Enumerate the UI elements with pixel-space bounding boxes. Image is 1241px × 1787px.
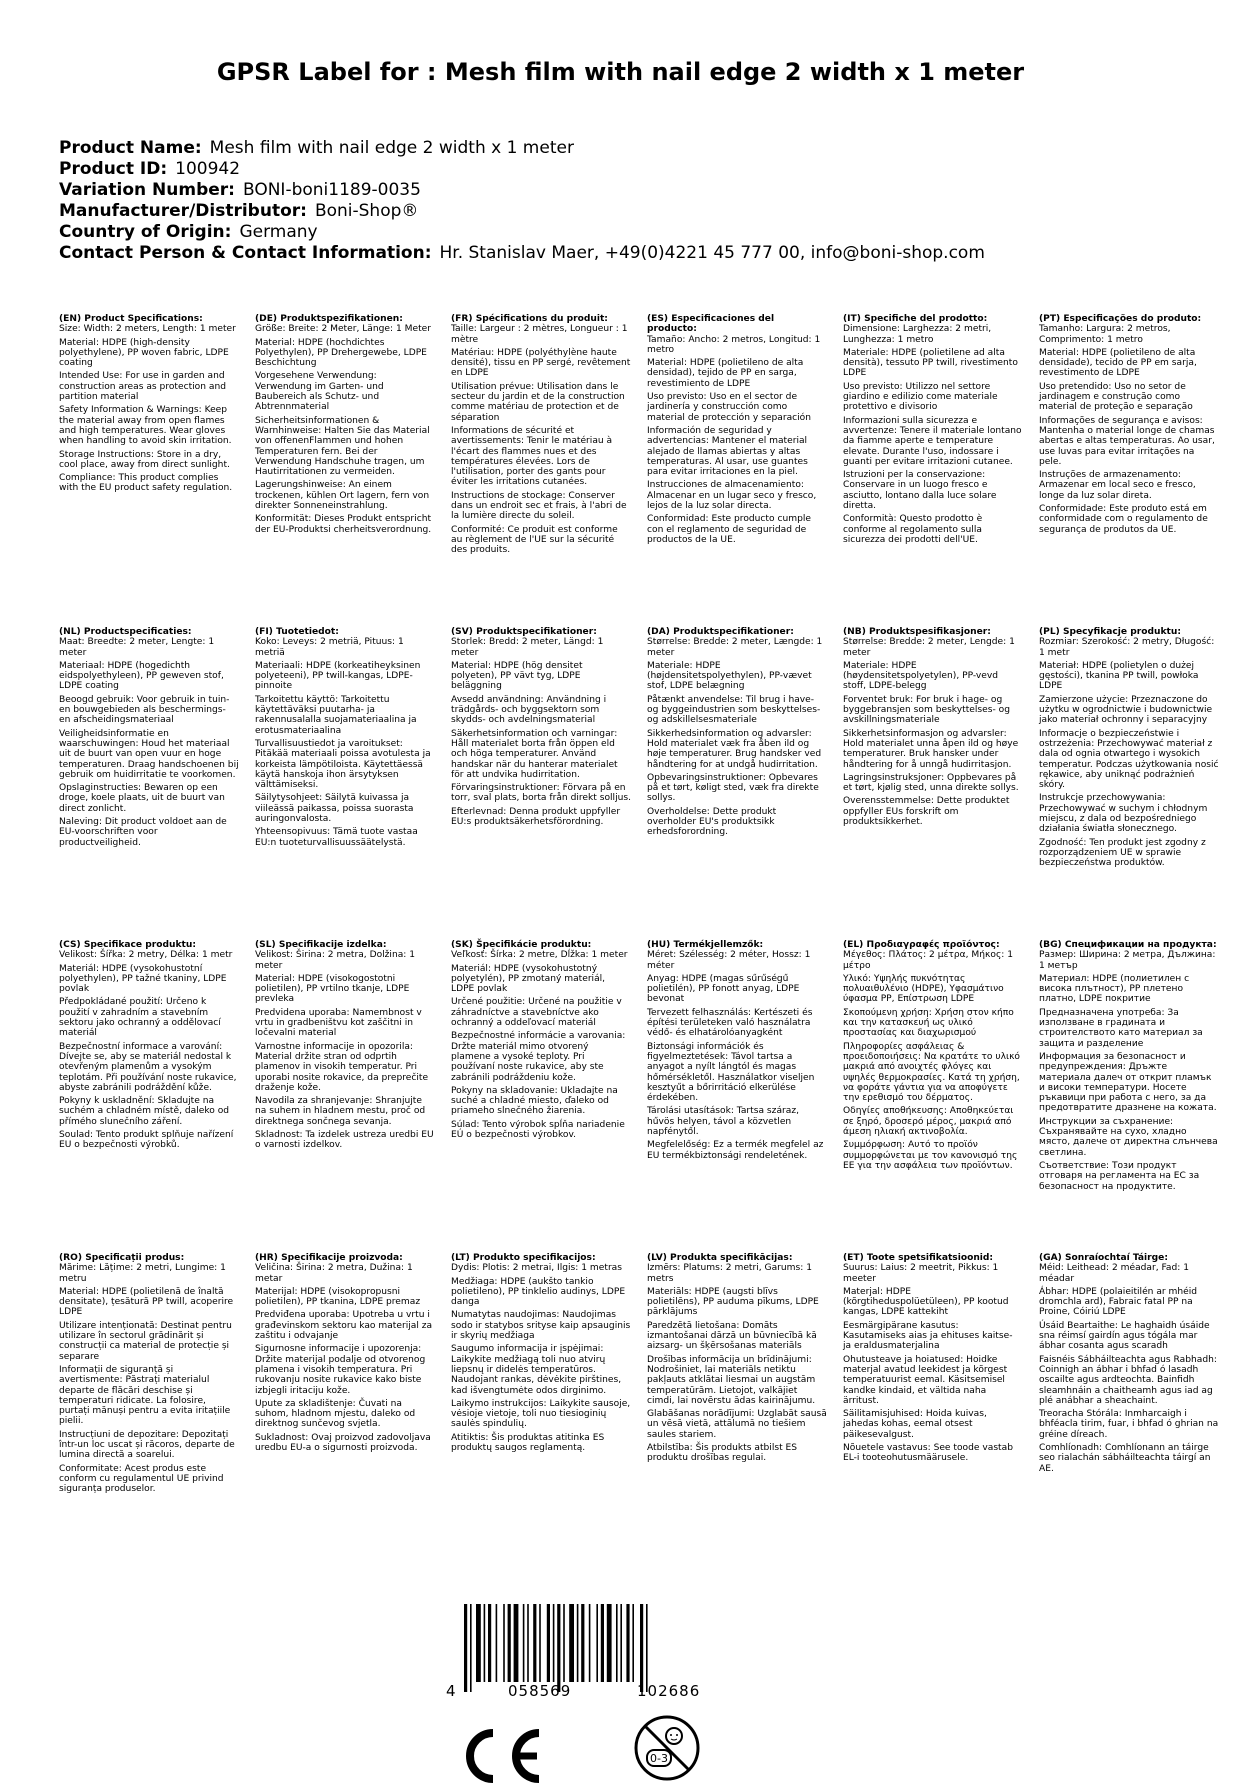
spec-size: Dimensione: Larghezza: 2 metri, Lunghezza: 1 metro [843,324,992,345]
spec-storage: Navodila za shranjevanje: Shranjujte na suhem in hladnem mestu, proč od direktnega sončnega sevanja. [255,1096,426,1127]
info-value: Germany [239,222,318,242]
info-value: Mesh film with nail edge 2 width x 1 meter [209,138,574,158]
spec-material: Materiál: HDPE (vysokohustotní polyethylen), PP tažné tkaniny, LDPE povlak [59,963,227,995]
spec-safety: Ohutusteave ja hoiatused: Hoidke materjal avatud leekidest ja kõrgest temperatuurist eemal. Käsitsemisel kandke kindaid, et vältida naha ärritust. [843,1354,1008,1406]
spec-compliance: Sukladnost: Ovaj proizvod zadovoljava uredbu EU-a o sigurnosti proizvoda. [255,1432,431,1454]
barcode-bar [533,1604,536,1682]
barcode-bar [527,1604,529,1682]
info-row [59,222,1189,243]
info-row [59,180,1189,201]
info-label: Product ID: [59,159,168,179]
info-value: Hr. Stanislav Maer, +49(0)4221 45 777 00, info@boni-shop.com [439,243,985,263]
barcode-bar [508,1604,511,1682]
spec-column [451,940,631,1143]
spec-storage: Storage Instructions: Store in a dry, cool place, away from direct sunlight. [59,449,230,470]
spec-size: Dydis: Plotis: 2 metrai, Ilgis: 1 metras [451,1263,622,1274]
spec-storage: Pokyny k uskladnění: Skladujte na suchém a chladném místě, daleko od přímého slunečního záření. [59,1096,230,1127]
spec-storage: Opbevaringsinstruktioner: Opbevares på et tørt, køligt sted, væk fra direkte sollys. [647,772,819,804]
spec-compliance: Megfelelőség: Ez a termék megfelel az EU termékbiztonsági rendeletének. [647,1140,824,1161]
barcode-bar [569,1604,574,1682]
info-row [59,201,1189,222]
spec-material: Materiale: HDPE (højdensitetspolyethylen), PP-vævet stof, LDPE belægning [647,660,812,692]
spec-heading: (HR) Specifikacije proizvoda: [255,1253,403,1263]
info-label: Product Name: [59,138,202,158]
spec-use: Paredzētā lietošana: Domāts izmantošanai dārzā un būvniecībā kā aizsarg- un šķērsošanas materiāls [647,1320,817,1352]
spec-column [843,314,1023,548]
spec-use: Avsedd användning: Användning i trädgårds- och byggsektorn som skydds- och avdelningsmaterial [451,694,607,726]
spec-safety: Πληροφορίες ασφάλειας & προειδοποιήσεις: Να κρατάτε το υλικό μακριά από ανοιχτές φλόγες και υψηλές θερμοκρασίες. Κατά τη χρήση, να φοράτε γάντια για να αποφύγετε την ερεθισμό του δέρματος. [843,1041,1020,1104]
barcode-bar [607,1604,612,1682]
spec-column [647,1253,827,1467]
spec-material: Matériau: HDPE (polyéthylène haute densité), tissu en PP sergé, revêtement en LDPE [451,347,631,379]
spec-use: Påtænkt anvendelse: Til brug i have- og byggeindustrien som beskyttelses- og adskillelsesmateriale [647,694,821,726]
barcode-bar [581,1604,584,1682]
spec-storage: Upute za skladištenje: Čuvati na suhom, hladnom mjestu, daleko od direktnog sunčevog svjetla. [255,1398,416,1430]
info-row [59,159,1189,180]
spec-compliance: Συμμόρφωση: Αυτό το προϊόν συμμορφώνεται με τον κανονισμό της ΕΕ για την ασφάλεια των προϊόντων. [843,1140,1018,1171]
spec-size: Taille: Largeur : 2 mètres, Longueur : 1 mètre [451,324,628,345]
spec-material: Material: HDPE (hochdichtes Polyethylen), PP Drehergewebe, LDPE Beschichtung [255,337,427,369]
spec-heading: (IT) Specifiche del prodotto: [843,314,988,324]
spec-size: Size: Width: 2 meters, Length: 1 meter [59,324,236,335]
spec-size: Tamanho: Largura: 2 metros, Comprimento: 1 metro [1039,324,1171,345]
spec-heading: (EN) Product Specifications: [59,314,203,324]
spec-column [451,1253,631,1456]
spec-safety: Informazioni sulla sicurezza e avvertenze: Tenere il materiale lontano da fiamme aperte e temperature elevate. Durante l'uso, indossare i guanti per evitare irritazioni cutanee. [843,415,1022,467]
spec-size: Velikost: Širina: 2 metra, Dolžina: 1 meter [255,950,416,971]
barcode-bar [547,1604,550,1682]
spec-column [255,627,435,851]
spec-storage: Instrukcje przechowywania: Przechowywać w suchym i chłodnym miejscu, z dala od bezpośredniego działania światła słonecznego. [1039,793,1208,835]
spec-heading: (SL) Specifikacije izdelka: [255,940,387,950]
spec-column [59,940,239,1154]
barcode-bar [514,1604,519,1682]
spec-size: Méret: Szélesség: 2 méter, Hossz: 1 méter [647,950,811,971]
barcode-bar [557,1604,560,1692]
spec-size: Veličina: Širina: 2 metra, Dužina: 1 metar [255,1263,413,1284]
spec-storage: Treoracha Stórála: Inmharcaigh i bhféacla tirim, fuar, i bhfad ó ghrian na gréine díreach. [1039,1409,1219,1440]
spec-material: Medžiaga: HDPE (aukšto tankio polietileno), PP tinklelio audinys, LDPE danga [451,1276,626,1308]
spec-heading: (EL) Προδιαγραφές προϊόντος: [843,940,1000,950]
spec-compliance: Efterlevnad: Denna produkt uppfyller EU:s produktsäkerhetsförordning. [451,806,621,828]
spec-column [843,627,1023,830]
spec-compliance: Nõuetele vastavus: See toode vastab EL-i tooteohutusmäärusele. [843,1443,1013,1464]
spec-heading: (LV) Produkta specifikācijas: [647,1253,793,1263]
spec-safety: Safety Information & Warnings: Keep the material away from open flames and high temperatures. Wear gloves when handling to avoid skin irritation. [59,405,232,447]
spec-compliance: Overholdelse: Dette produkt overholder EU's produktsikk erhedsforordning. [647,806,777,838]
info-label: Manufacturer/Distributor: [59,201,307,221]
spec-compliance: Съответствие: Този продукт отговаря на регламента на ЕС за безопасност на продуктите. [1039,1160,1200,1192]
spec-storage: Инструкции за съхранение: Съхранявайте на сухо, хладно място, далече от директна слънчева светлина. [1039,1116,1218,1158]
spec-use: Предназначена употреба: За използване в градината и строителството като материал за защита и разделение [1039,1007,1203,1049]
spec-compliance: Comhlíonadh: Comhlíonann an táirge seo rialachán sábháilteachta táirgí an AE. [1039,1443,1211,1474]
spec-column [59,314,239,497]
barcode-bar [496,1604,498,1682]
spec-compliance: Zgodność: Ten produkt jest zgodny z rozporządzeniem UE w sprawie bezpieczeństwa produktów. [1039,837,1206,869]
spec-use: Vorgesehene Verwendung: Verwendung im Garten- und Baubereich als Schutz- und Abtrennmaterial [255,371,384,413]
spec-size: Velikost: Šířka: 2 metry, Délka: 1 metr [59,950,233,961]
spec-safety: Informacje o bezpieczeństwie i ostrzeżenia: Przechowywać materiał z dala od ognia otwartego i wysokich temperatur. Podczas użytkowania nosić rękawice, aby uniknąć podrażnień skóry. [1039,728,1219,791]
spec-safety: Информация за безопасност и предупреждения: Дръжте материала далеч от открит пламък и високи температури. Носете ръкавици при работа с него, за да предотвратите дразнене на кожата. [1039,1051,1217,1114]
age-warning-icon [632,1713,702,1783]
spec-storage: Lagringsinstruksjoner: Oppbevares på et tørt, kjølig sted, unna direkte sollys. [843,772,1019,794]
info-label: Variation Number: [59,180,235,200]
spec-column [255,314,435,538]
spec-safety: Drošības informācija un brīdinājumi: Nodrošiniet, lai materiāls netiktu pakļauts atklātai liesmai un augstām temperatūrām. Lietojot, valkājiet cimdi, lai novērstu ādas kairinājumu. [647,1354,816,1406]
barcode-bar [539,1604,541,1682]
barcode-bar [632,1604,634,1682]
spec-safety: Biztonsági információk és figyelmeztetések: Távol tartsa a anyagot a nyílt lángtól és magas hőmérsékletől. Használatkor viseljen kesztyűt a bőrirritáció elkerülése érdekében. [647,1041,815,1104]
spec-material: Material: HDPE (polietileno de alta densidade), tecido de PP em sarja, revestimento de LDPE [1039,347,1197,379]
barcode-bar [464,1604,467,1692]
spec-safety: Sicherheitsinformationen & Warnhinweise: Halten Sie das Material von offenenFlammen und hohen Temperaturen fern. Bei der Verwendung Handschuhe tragen, um Hautirritationen zu vermeiden. [255,415,430,478]
spec-material: Υλικό: Υψηλής πυκνότητας πολυαιθυλένιο (HDPE), Υφασμάτινο ύφασμα PP, Επίστρωση LDPE [843,973,1004,1005]
spec-safety: Informações de segurança e avisos: Mantenha o material longe de chamas abertas e altas temperaturas. Ao usar, use luvas para evitar irritações na pele. [1039,415,1215,467]
barcode-bar [484,1604,486,1682]
spec-heading: (NB) Produktspesifikasjoner: [843,627,991,637]
spec-use: Beoogd gebruik: Voor gebruik in tuin- en bouwgebieden als beschermings- en afscheidingsmateriaal [59,694,230,726]
spec-heading: (HU) Termékjellemzők: [647,940,764,950]
spec-safety: Varnostne informacije in opozorila: Material držite stran od odprtih plamenov in visokih temperatur. Pri uporabi nosite rokavice, da preprečite draženje kože. [255,1041,429,1093]
spec-safety: Bezpečnostné informácie a varovania: Držte materiál mimo otvorený plamene a vysoké teploty. Pri používaní noste rukavice, aby ste zabránili podráždeniu kože. [451,1031,626,1083]
spec-size: Izmērs: Platums: 2 metri, Garums: 1 metrs [647,1263,813,1284]
spec-storage: Förvaringsinstruktioner: Förvara på en torr, sval plats, borta från direkt solljus. [451,783,631,804]
spec-use: Tervezett felhasználás: Kertészeti és építési területeken való használatra védő- és elhatárolóanyagként [647,1007,813,1039]
spec-size: Størrelse: Bredde: 2 meter, Lengde: 1 meter [843,637,1015,658]
spec-compliance: Compliance: This product complies with the EU product safety regulation. [59,473,233,494]
spec-size: Storlek: Bredd: 2 meter, Längd: 1 meter [451,637,604,658]
spec-compliance: Conformitate: Acest produs este conform cu regulamentul UE privind siguranța produselor. [59,1463,224,1495]
spec-column [1039,627,1219,872]
spec-use: Určené použitie: Určené na použitie v záhradníctve a stavebníctve ako ochranný a oddeľovací materiál [451,997,622,1029]
spec-material: Materiale: HDPE (høydensitetspolyetylen), PP-vevd stoff, LDPE-belegg [843,660,999,692]
ce-mark-icon [455,1725,545,1787]
spec-row [59,627,1219,940]
spec-use: Tarkoitettu käyttö: Tarkoitettu käytettäväksi puutarha- ja rakennusalalla suojamateriaalina ja erotusmateriaalina [255,694,417,736]
spec-column [59,1253,239,1498]
spec-row [59,1253,1219,1566]
barcode-bar [476,1604,481,1682]
spec-compliance: Atbilstība: Šis produkts atbilst ES produktu drošības regulai. [647,1443,798,1464]
spec-use: Utilizare intenționată: Destinat pentru utilizare în sectorul grădinărit și construcții ca material de protecție și separare [59,1320,232,1362]
spec-material: Materiāls: HDPE (augsti blīvs polietilēns), PP auduma pīkums, LDPE pārklājums [647,1286,819,1318]
spec-material: Materiál: HDPE (vysokohustotný polyetylén), PP zmotaný materiál, LDPE povlak [451,963,606,995]
spec-size: Размер: Ширина: 2 метра, Дължина: 1 метър [1039,950,1216,971]
spec-heading: (ET) Toote spetsifikatsioonid: [843,1253,994,1263]
spec-material: Materiaali: HDPE (korkeatiheyksinen polyeteeni), PP twill-kangas, LDPE-pinnoite [255,660,421,692]
spec-storage: Pokyny na skladovanie: Ukladajte na suché a chladné miesto, ďaleko od priameho slnečného žiarenia. [451,1085,618,1117]
spec-storage: Instructions de stockage: Conserver dans un endroit sec et frais, à l'abri de la lumière directe du soleil. [451,490,627,522]
spec-material: Material: HDPE (polietilenă de înaltă densitate), țesătură PP twill, acoperire LDPE [59,1286,234,1318]
barcode-digits-right: 102686 [637,1682,701,1700]
spec-size: Μέγεθος: Πλάτος: 2 μέτρα, Μήκος: 1 μέτρο [843,950,1014,971]
spec-material: Material: HDPE (polietileno de alta densidad), tejido de PP en sarga, revestimiento de LDPE [647,358,804,389]
spec-safety: Bezpečnostní informace a varování: Dívejte se, aby se materiál nedostal k otevřeným plamenům a vysokým teplotám. Při používání noste rukavice, abyste zabránili podráždění kůže. [59,1041,237,1093]
spec-compliance: Overensstemmelse: Dette produktet oppfyller EUs forskrift om produktsikkerhet. [843,796,1010,828]
spec-size: Méid: Leithead: 2 méadar, Fad: 1 méadar [1039,1263,1189,1284]
spec-material: Материал: HDPE (полиетилен с висока плътност), PP плетено платно, LDPE покритие [1039,973,1190,1005]
spec-use: Zamierzone użycie: Przeznaczone do użytku w ogrodnictwie i budownictwie jako materiał ochronny i separacyjny [1039,694,1213,726]
spec-material: Anyag: HDPE (magas sűrűségű polietilén), PP fonott anyag, LDPE bevonat [647,973,800,1005]
spec-use: Forventet bruk: For bruk i hage- og byggebransjen som beskyttelses- og avskillningsmateriale [843,694,1010,726]
spec-column [1039,940,1219,1195]
spec-heading: (SK) Špecifikácie produktu: [451,940,592,950]
spec-column [451,627,631,830]
spec-heading: (FI) Tuotetiedot: [255,627,339,637]
spec-storage: Istruzioni per la conservazione: Conservare in un luogo fresco e asciutto, lontano dalla luce solare diretta. [843,470,997,512]
info-row [59,138,1189,159]
spec-use: Uso previsto: Utilizzo nel settore giardino e edilizio come materiale protettivo e divisorio [843,381,998,413]
spec-storage: Laikymo instrukcijos: Laikykite sausoje, vėsioje vietoje, toli nuo tiesioginių saulės spindulių. [451,1398,631,1430]
info-value: BONI-boni1189-0035 [242,180,421,200]
info-value: 100942 [175,159,241,179]
spec-use: Uso pretendido: Uso no setor de jardinagem e construção como material de proteção e separação [1039,381,1193,413]
page-title: GPSR Label for : Mesh film with nail edge 2 width x 1 meter [216,58,1025,86]
spec-size: Rozmiar: Szerokość: 2 metry, Długość: 1 metr [1039,637,1215,658]
spec-storage: Glabāšanas norādījumi: Uzglabāt sausā un vēsā vietā, attālumā no tiešiem saules stariem. [647,1409,827,1440]
spec-size: Suurus: Laius: 2 meetrit, Pikkus: 1 meeter [843,1263,999,1284]
spec-heading: (RO) Specificații produs: [59,1253,185,1263]
spec-heading: (BG) Спецификации на продукта: [1039,940,1217,950]
barcode-bar [563,1604,565,1682]
barcode-bar [553,1604,555,1682]
spec-use: Numatytas naudojimas: Naudojimas sodo ir statybos srityse kaip apsauginis ir skyrių medžiaga [451,1310,631,1342]
spec-use: Předpokládané použití: Určeno k použití v zahradním a stavebním sektoru jako ochranný a oddělovací materiál [59,997,221,1039]
spec-column [255,1253,435,1456]
barcode-bar [488,1604,491,1682]
spec-heading: (GA) Sonraíochtaí Táirge: [1039,1253,1168,1263]
spec-compliance: Skladnost: Ta izdelek ustreza uredbi EU o varnosti izdelkov. [255,1130,434,1151]
barcode-bar [640,1604,643,1692]
spec-safety: Säkerhetsinformation och varningar: Håll materialet borta från öppen eld och höga temperaturer. Använd handskar när du hanterar materialet för att undvika hudirritation. [451,728,618,780]
spec-storage: Instrucciones de almacenamiento: Almacenar en un lugar seco y fresco, lejos de la luz solar directa. [647,480,817,512]
spec-storage: Lagerungshinweise: An einem trockenen, kühlen Ort lagern, fern von direkter Sonneneinstrahlung. [255,480,430,512]
spec-size: Veľkosť: Šírka: 2 metre, Dĺžka: 1 meter [451,950,628,961]
spec-compliance: Súlad: Tento výrobok spĺňa nariadenie EÚ o bezpečnosti výrobkov. [451,1119,625,1141]
spec-column [1039,1253,1219,1477]
spec-compliance: Konformität: Dieses Produkt entspricht der EU-Produktsi cherheitsverordnung. [255,514,432,535]
spec-material: Material: HDPE (visokogostotni polietilen), PP vrtilno tkanje, LDPE prevleka [255,973,410,1005]
spec-material: Materjal: HDPE (kõrgtiheduspolüetüleen), PP kootud kangas, LDPE kattekiht [843,1286,1009,1318]
spec-use: Utilisation prévue: Utilisation dans le secteur du jardin et de la construction comme matériau de protection et de séparation [451,381,625,423]
spec-column [451,314,631,559]
spec-column [843,1253,1023,1467]
spec-column [59,627,239,851]
spec-material: Ábhar: HDPE (polaieitilén ar mhéid dromchla ard), Fabraic fatal PP na Proine, Cóiriú LDPE [1039,1286,1198,1318]
spec-safety: Saugumo informacija ir įspėjimai: Laikykite medžiagą toli nuo atvirų liepsnų ir didelės temperatūros. Naudojant rankas, dėvėkite pirštines, kad išvengtumėte odos dirginimo. [451,1344,622,1396]
barcode-bar [589,1604,591,1682]
barcode-bar [616,1604,618,1682]
spec-heading: (PL) Specyfikacje produktu: [1039,627,1181,637]
barcode-bar [626,1604,629,1682]
spec-column [255,940,435,1154]
spec-size: Größe: Breite: 2 Meter, Länge: 1 Meter [255,324,431,335]
spec-material: Materijal: HDPE (visokopropusni polietilen), PP tkanina, LDPE premaz [255,1286,421,1308]
spec-safety: Informations de sécurité et avertissements: Tenir le matériau à l'écart des flammes nues et des températures élevées. Lors de l'utilisation, porter des gants pour éviter les irritations cutanées. [451,425,613,488]
spec-compliance: Conformité: Ce produit est conforme au règlement de l'UE sur la sécurité des produits. [451,524,618,556]
spec-row [59,314,1215,627]
barcode-bar [523,1604,525,1682]
spec-storage: Instruções de armazenamento: Armazenar em local seco e fresco, longe da luz solar direta. [1039,470,1196,501]
spec-size: Mărime: Lățime: 2 metri, Lungime: 1 metru [59,1263,226,1284]
barcode-bar [596,1604,598,1682]
spec-material: Materiaal: HDPE (hogedichth eidspolyethyleen), PP geweven stof, LDPE coating [59,660,224,692]
barcode-bar [503,1604,505,1682]
age-label: 0-3 [650,1752,668,1765]
spec-use: Eesmärgipärane kasutus: Kasutamiseks aias ja ehituses kaitse- ja eraldusmaterjalina [843,1320,1013,1352]
spec-heading: (LT) Produkto specifikacijos: [451,1253,596,1263]
barcode-bar [601,1604,604,1682]
barcode-bar [470,1604,472,1692]
spec-safety: Información de seguridad y advertencias: Mantener el material alejado de llamas abiertas y altas temperaturas. Al usar, use guantes para evitar irritaciones en la piel. [647,425,808,478]
barcode-bar [646,1604,648,1692]
spec-safety: Turvallisuustiedot ja varoitukset: Pitäkää materiaali poissa avotulesta ja korkeista lämpötiloista. Käytettäessä käytä hanskoja ihon ärsytyksen välttämiseksi. [255,738,431,791]
spec-use: Predvidena uporaba: Namembnost v vrtu in gradbeništvu kot zaščitni in ločevalni material [255,1007,422,1039]
spec-compliance: Yhteensopivuus: Tämä tuote vastaa EU:n tuoteturvallisuussäätelystä. [255,827,418,848]
spec-compliance: Soulad: Tento produkt splňuje nařízení EU o bezpečnosti výrobků. [59,1130,234,1151]
spec-use: Σκοπούμενη χρήση: Χρήση στον κήπο και την κατασκευή ως υλικό προστασίας και διαχωρισμού [843,1007,1014,1039]
spec-use: Úsáid Beartaithe: Le haghaidh úsáide sna réimsí gairdín agus tógála mar ábhar cosanta agus scaradh [1039,1320,1210,1352]
spec-safety: Sigurnosne informacije i upozorenja: Držite materijal podalje od otvorenog plamena i visokih temperatura. Pri rukovanju nosite rukavice kako biste izbjegli iritaciju kože. [255,1344,426,1396]
spec-heading: (FR) Spécifications du produit: [451,314,608,324]
spec-storage: Instrucțiuni de depozitare: Depozitați într-un loc uscat și răcoros, departe de lumina directă a soarelui. [59,1429,235,1461]
spec-compliance: Conformità: Questo prodotto è conforme al regolamento sulla sicurezza dei prodotti dell'UE. [843,514,983,545]
spec-storage: Säilytysohjeet: Säilytä kuivassa ja viileässä paikassa, poissa suorasta auringonvalosta. [255,793,414,825]
spec-storage: Opslaginstructies: Bewaren op een droge, koele plaats, uit de buurt van direct zonlicht. [59,783,225,814]
spec-heading: (PT) Especificações do produto: [1039,314,1202,324]
spec-safety: Sikkerhedsinformation og advarsler: Hold materialet væk fra åben ild og høje temperaturer. Brug handsker ved håndtering for at undgå hudirritation. [647,728,822,770]
spec-column [647,940,827,1164]
spec-safety: Informații de siguranță și avertismente: Păstrați materialul departe de flăcări deschise și temperaturi ridicate. La folosire, purtați mănuși pentru a evita iritațiile pielii. [59,1364,231,1427]
spec-use: Uso previsto: Uso en el sector de jardinería y construcción como material de protección y separación [647,392,811,423]
info-label: Contact Person & Contact Information: [59,243,432,263]
spec-storage: Οδηγίες αποθήκευσης: Αποθηκεύεται σε ξηρό, δροσερό μέρος, μακριά από άμεση ηλιακή ακτινοβολία. [843,1106,1014,1138]
spec-size: Maat: Breedte: 2 meter, Lengte: 1 meter [59,637,215,658]
spec-column [1039,314,1219,538]
spec-size: Tamaño: Ancho: 2 metros, Longitud: 1 metro [647,334,821,355]
spec-use: Intended Use: For use in garden and construction areas as protection and partition material [59,371,227,403]
spec-row [59,940,1218,1253]
spec-heading: (DA) Produktspecifikationer: [647,627,794,637]
info-value: Boni-Shop® [314,201,419,221]
spec-column [843,940,1023,1174]
info-row [59,243,1189,264]
spec-size: Koko: Leveys: 2 metriä, Pituus: 1 metriä [255,637,404,658]
spec-storage: Tárolási utasítások: Tartsa száraz, hűvös helyen, távol a közvetlen napfénytől. [647,1106,799,1138]
spec-compliance: Atitiktis: Šis produktas atitinka ES produktų saugos reglamentą. [451,1432,605,1454]
info-label: Country of Origin: [59,222,232,242]
spec-use: Predviđena uporaba: Upotreba u vrtu i građevinskom sektoru kao materijal za zaštitu i odvajanje [255,1310,433,1342]
spec-column [647,314,827,548]
spec-column [647,627,827,841]
spec-material: Material: HDPE (high-density polyethylene), PP woven fabric, LDPE coating [59,337,229,369]
spec-material: Materiale: HDPE (polietilene ad alta densità), tessuto PP twill, rivestimento LDPE [843,347,1018,379]
product-info [59,138,1189,264]
spec-safety: Faisnéis Sábháilteachta agus Rabhadh: Coinnigh an ábhar i bhfad ó lasadh oscailte agus ardteochta. Bainfidh sleamhnáin a chaitheamh agus iad ag plé anábhar a sheachaint. [1039,1354,1217,1406]
spec-size: Størrelse: Bredde: 2 meter, Længde: 1 meter [647,637,823,658]
spec-heading: (CS) Specifikace produktu: [59,940,196,950]
spec-compliance: Conformidade: Este produto está em conformidade com o regulamento de segurança de produtos da UE. [1039,504,1208,535]
spec-safety: Sikkerhetsinformasjon og advarsler: Hold materialet unna åpen ild og høye temperaturer. Bruk hansker under håndtering for å unngå hudirritasjon. [843,728,1019,770]
spec-compliance: Conformidad: Este producto cumple con el reglamento de seguridad de productos de la UE. [647,514,811,545]
spec-compliance: Naleving: Dit product voldoet aan de EU-voorschriften voor productveiligheid. [59,817,227,848]
spec-heading: (DE) Produktspezifikationen: [255,314,403,324]
barcode-bar [620,1604,622,1682]
spec-heading: (SV) Produktspecifikationer: [451,627,597,637]
barcode-digit-prefix: 4 [446,1682,457,1700]
spec-safety: Veiligheidsinformatie en waarschuwingen: Houd het materiaal uit de buurt van open vuur en hoge temperaturen. Draag handschoenen bij gebruik om huidirritatie te voorkomen. [59,728,239,780]
spec-heading: (ES) Especificaciones del producto: [647,314,775,335]
spec-heading: (NL) Productspecificaties: [59,627,192,637]
spec-material: Materiał: HDPE (polietylen o dużej gęstości), tkanina PP twill, powłoka LDPE [1039,660,1199,692]
spec-material: Material: HDPE (hög densitet polyeten), PP vävt tyg, LDPE beläggning [451,660,583,692]
barcode-digits-left: 058569 [508,1682,572,1700]
barcode-bar [577,1604,579,1682]
specifications-grid [59,314,1219,1566]
spec-storage: Säilitamisjuhised: Hoida kuivas, jahedas kohas, eemal otsest päikesevalgust. [843,1409,987,1440]
